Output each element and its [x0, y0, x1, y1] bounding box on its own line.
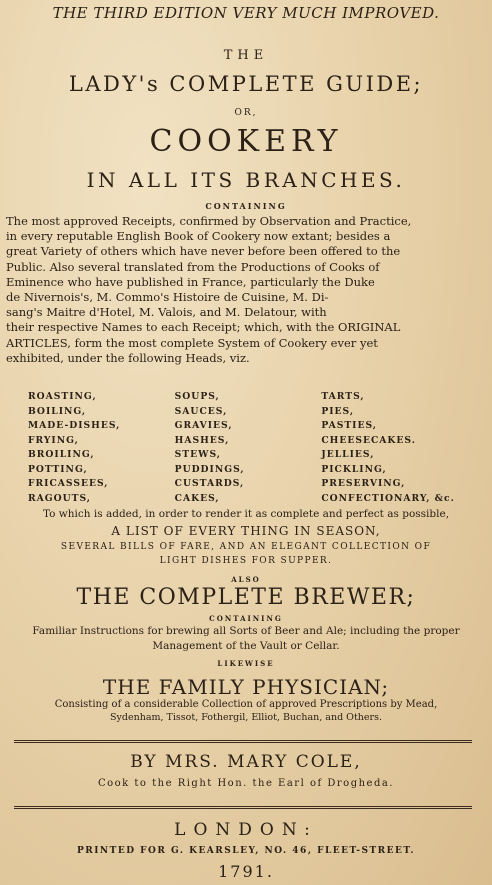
head-item: RAGOUTS, [28, 492, 91, 504]
head-item: PRESERVING, [321, 478, 406, 489]
title-line-cookery: COOKERY [149, 124, 343, 159]
head-item: FRICASSEES, [28, 478, 109, 489]
description-line: The most approved Receipts, confirmed by Observation and Practice, [6, 214, 412, 228]
title-line-branches: IN ALL ITS BRANCHES. [86, 168, 406, 192]
head-item: HASHES, [174, 434, 230, 446]
imprint-place: LONDON: [174, 820, 318, 840]
bills-of-fare-line: SEVERAL BILLS OF FARE, AND AN ELEGANT COLLECTION OF [60, 542, 432, 552]
heads-column-2 [175, 390, 322, 506]
description-line: Public. Also several translated from the Productions of Cooks of [6, 259, 380, 274]
also-label: ALSO [231, 575, 261, 584]
head-item: GRAVIES, [174, 420, 233, 431]
head-item: CAKES, [174, 492, 220, 504]
author-line: BY MRS. MARY COLE, [130, 752, 362, 772]
head-item: FRYING, [28, 434, 79, 446]
head-item: BROILING, [28, 449, 95, 460]
likewise-label: LIKEWISE [217, 659, 275, 668]
head-item: PASTIES, [321, 420, 377, 431]
head-item: POTTING, [28, 463, 88, 475]
head-item: PICKLING, [321, 463, 387, 475]
divider-rule [14, 806, 472, 809]
head-item: MADE-DISHES, [28, 420, 121, 431]
edition-note: THE THIRD EDITION VERY MUCH IMPROVED. [52, 4, 440, 22]
description-line: sang's Maitre d'Hotel, M. Valois, and M. Delatour, with [6, 305, 327, 320]
heads-column-1 [28, 390, 175, 506]
brewer-description-2: Management of the Vault or Cellar. [152, 640, 340, 652]
containing-label-2: CONTAINING [209, 614, 283, 623]
description-line: great Variety of others which have never before been offered to the [6, 244, 401, 259]
head-item: CHEESECAKES. [321, 434, 416, 446]
head-item: TARTS, [321, 391, 365, 402]
divider-rule [14, 740, 472, 743]
description-paragraph [6, 214, 482, 366]
light-dishes-line: LIGHT DISHES FOR SUPPER. [159, 556, 333, 566]
head-item: JELLIES, [321, 449, 375, 460]
description-line: de Nivernois's, M. Commo's Histoire de Cuisine, M. Di- [6, 290, 329, 305]
head-item: SOUPS, [174, 391, 220, 402]
imprint-year: 1791. [218, 862, 274, 881]
description-line: in every reputable English Book of Cookery now extant; besides a [6, 229, 391, 244]
season-list-line: A LIST OF EVERY THING IN SEASON, [111, 524, 381, 538]
brewer-description-1: Familiar Instructions for brewing all Sorts of Beer and Ale; including the proper [32, 625, 460, 637]
brewer-title: THE COMPLETE BREWER; [76, 585, 416, 610]
title-or: OR, [234, 108, 258, 118]
head-item: BOILING, [28, 405, 87, 417]
head-item: CONFECTIONARY, &c. [321, 492, 455, 504]
description-line: ARTICLES, form the most complete System of Cookery ever yet [6, 335, 378, 350]
added-line: To which is added, in order to render it as complete and perfect as possible, [42, 508, 450, 520]
head-item: CUSTARDS, [174, 478, 245, 489]
physician-description-2: Sydenham, Tissot, Fothergil, Elliot, Buchan, and Others. [110, 712, 382, 723]
head-item: STEWS, [174, 449, 221, 460]
head-item: PUDDINGS, [174, 463, 245, 475]
description-line: Eminence who have published in France, particularly the Duke [6, 274, 375, 289]
description-line: exhibited, under the following Heads, viz. [6, 350, 250, 365]
imprint-printer: PRINTED FOR G. KEARSLEY, NO. 46, FLEET-STREET. [76, 846, 416, 856]
head-item: PIES, [321, 405, 355, 417]
containing-label: CONTAINING [205, 201, 287, 211]
title-the: THE [223, 48, 269, 63]
author-title-line: Cook to the Right Hon. the Earl of Drogheda. [97, 778, 394, 789]
head-item: SAUCES, [174, 405, 228, 417]
physician-description-1: Consisting of a considerable Collection of approved Prescriptions by Mead, [54, 699, 438, 710]
description-line: their respective Names to each Receipt; which, with the ORIGINAL [6, 320, 401, 335]
title-line-guide: LADY's COMPLETE GUIDE; [68, 72, 424, 96]
head-item: ROASTING, [28, 391, 97, 402]
physician-title: THE FAMILY PHYSICIAN; [102, 675, 390, 699]
cookery-heads-list [28, 390, 468, 506]
heads-column-3 [321, 390, 468, 506]
